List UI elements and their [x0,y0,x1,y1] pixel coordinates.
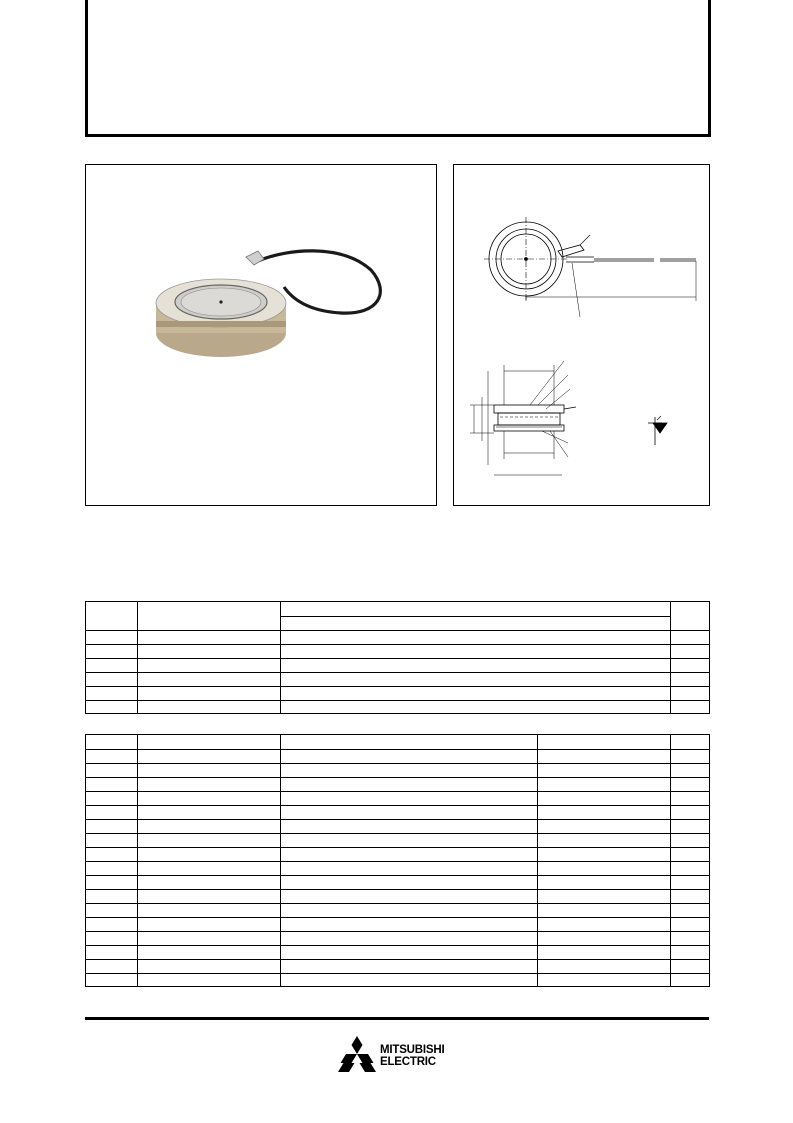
table-row [86,904,710,918]
table-row [86,659,710,673]
ratings-header-unit [671,602,710,631]
ratings-table [85,601,710,714]
thyristor-symbol-icon [648,416,667,445]
table-row [86,876,710,890]
outline-drawing-panel [453,164,710,506]
ratings-header-symbol [86,602,138,631]
table-row [86,862,710,876]
product-photo [86,165,436,505]
table-row [86,792,710,806]
table-row [86,750,710,764]
footer-rule [85,1017,709,1020]
table-row [86,687,710,701]
table-row [86,946,710,960]
characteristics-table [85,734,710,987]
table-row [86,735,710,750]
table-row [86,806,710,820]
table-row [86,631,710,645]
ratings-header-parameter [138,602,281,631]
table-row [86,645,710,659]
header-frame [85,0,711,137]
table-row [86,820,710,834]
table-row [86,932,710,946]
table-row [86,764,710,778]
top-view [484,217,696,317]
table-row [86,701,710,714]
table-row [86,918,710,932]
three-diamonds-icon [338,1036,376,1072]
table-row [86,974,710,987]
side-view [470,361,576,475]
ratings-header-value-group [281,602,671,617]
table-row [86,890,710,904]
outline-drawing [454,165,709,505]
product-photo-panel [85,164,437,506]
table-row [86,778,710,792]
company-logo [338,1036,468,1072]
table-row [86,848,710,862]
ratings-header-value [281,617,671,631]
table-row [86,960,710,974]
brand-name-line1: MITSUBISHI [380,1044,445,1056]
table-row [86,673,710,687]
table-row [86,834,710,848]
brand-name-line2: ELECTRIC [380,1056,436,1068]
